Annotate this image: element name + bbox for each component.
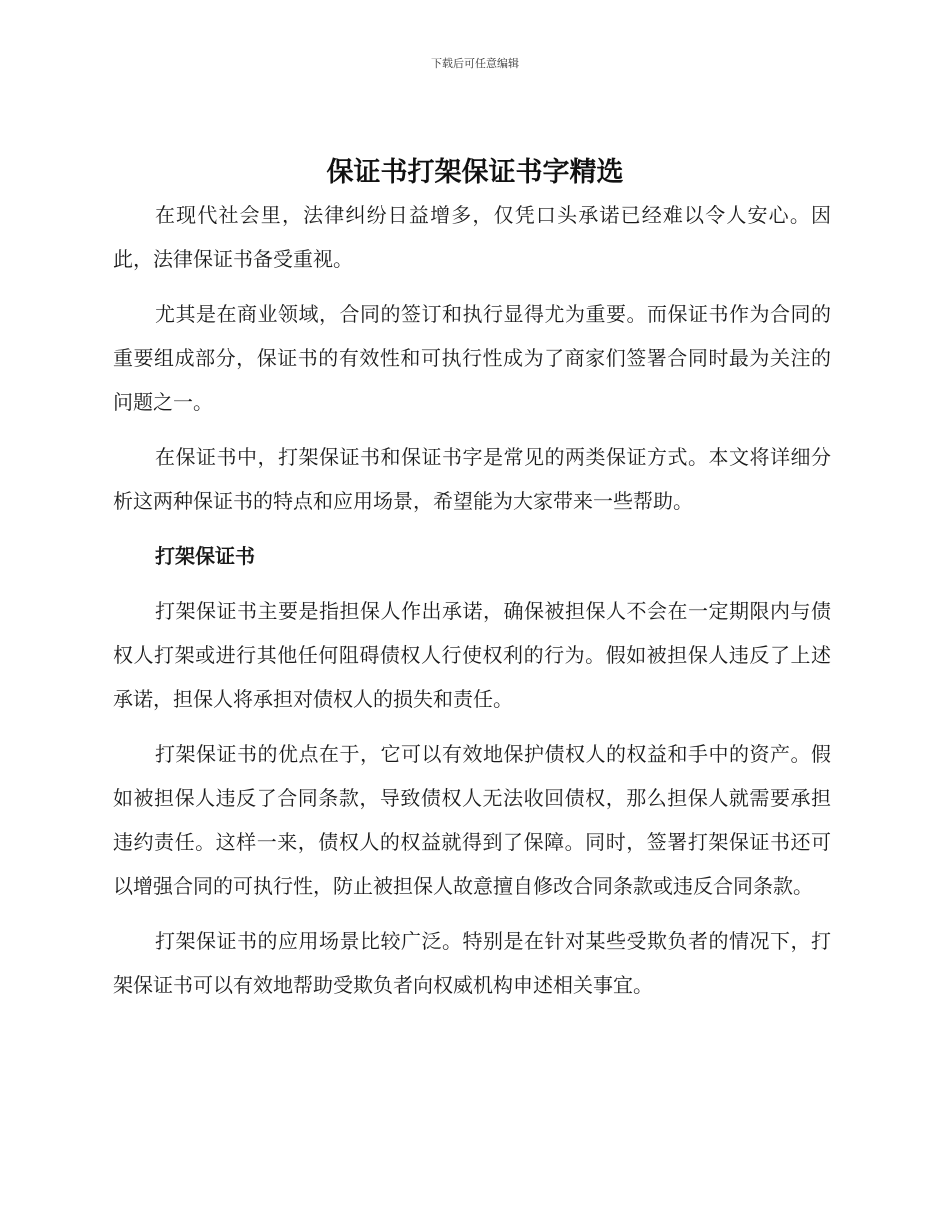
intro-paragraph-1: 在现代社会里，法律纠纷日益增多，仅凭口头承诺已经难以令人安心。因此，法律保证书备受重视。	[113, 203, 831, 271]
intro-paragraph-2: 尤其是在商业领域，合同的签订和执行显得尤为重要。而保证书作为合同的重要组成部分，保证书的有效性和可执行性成为了商家们签署合同时最为关注的问题之一。	[113, 302, 831, 414]
page-title: 保证书打架保证书字精选	[326, 157, 624, 188]
document-body	[113, 193, 831, 1018]
section-heading: 打架保证书	[155, 544, 255, 568]
section-paragraph-2: 打架保证书的优点在于，它可以有效地保护债权人的权益和手中的资产。假如被担保人违反了合同条款，导致债权人无法收回债权，那么担保人就需要承担违约责任。这样一来，债权人的权益就得到了保障。同时，签署打架保证书还可以增强合同的可执行性，防止被担保人故意擅自修改合同条款或违反合同条款。	[113, 742, 831, 898]
header-note: 下载后可任意编辑	[431, 57, 519, 70]
section-paragraph-1: 打架保证书主要是指担保人作出承诺，确保被担保人不会在一定期限内与债权人打架或进行其他任何阻碍债权人行使权利的行为。假如被担保人违反了上述承诺，担保人将承担对债权人的损失和责任。	[113, 599, 831, 711]
intro-paragraph-3: 在保证书中，打架保证书和保证书字是常见的两类保证方式。本文将详细分析这两种保证书的特点和应用场景，希望能为大家带来一些帮助。	[113, 445, 831, 513]
section-paragraph-3: 打架保证书的应用场景比较广泛。特别是在针对某些受欺负者的情况下，打架保证书可以有效地帮助受欺负者向权威机构申述相关事宜。	[113, 929, 831, 997]
